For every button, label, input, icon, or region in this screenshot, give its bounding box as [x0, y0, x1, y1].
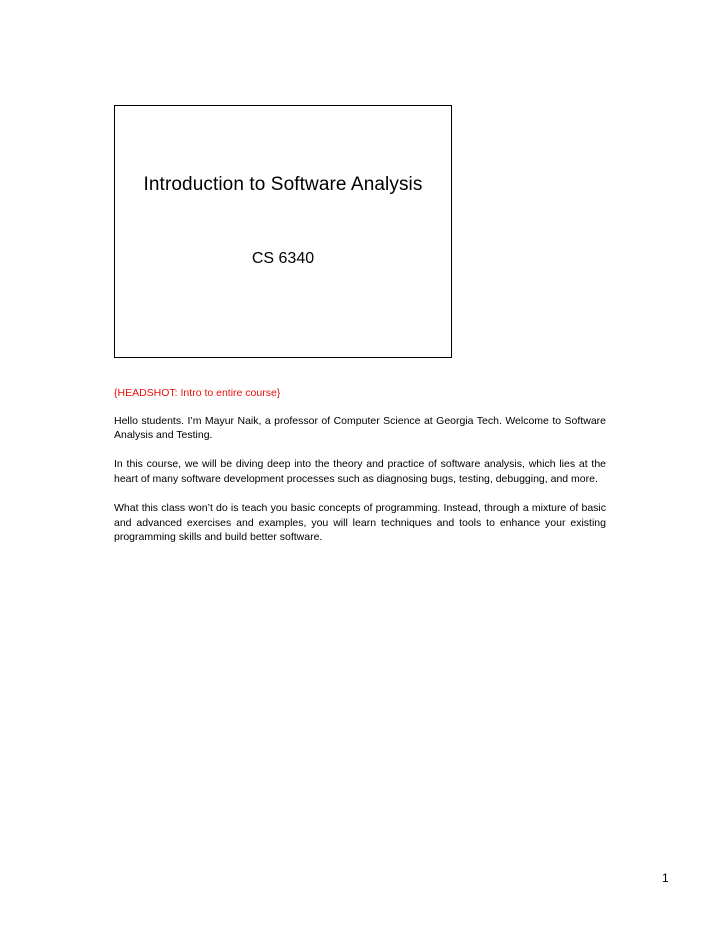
slide-subtitle: CS 6340 [251, 250, 315, 267]
notes-paragraph-course: In this course, we will be diving deep into the theory and practice of software analysis, which lies at the heart of many software development processes such as diagnosing bugs, testing, debugging, and more. [114, 458, 606, 485]
slide-thumbnail [114, 105, 452, 358]
speaker-notes [114, 386, 606, 559]
slide-title: Introduction to Software Analysis [143, 174, 423, 195]
page-number: 1 [662, 871, 669, 885]
notes-paragraph-scope: What this class won’t do is teach you basic concepts of programming. Instead, through a mixture of basic and advanced exercises and examples, you will learn techniques and tools to enhance your existing programming skills and build better software. [114, 501, 606, 544]
headshot-note: {HEADSHOT: Intro to entire course} [114, 387, 281, 399]
notes-paragraph-intro: Hello students. I’m Mayur Naik, a professor of Computer Science at Georgia Tech. Welcome to Software Analysis and Testing. [114, 414, 606, 442]
